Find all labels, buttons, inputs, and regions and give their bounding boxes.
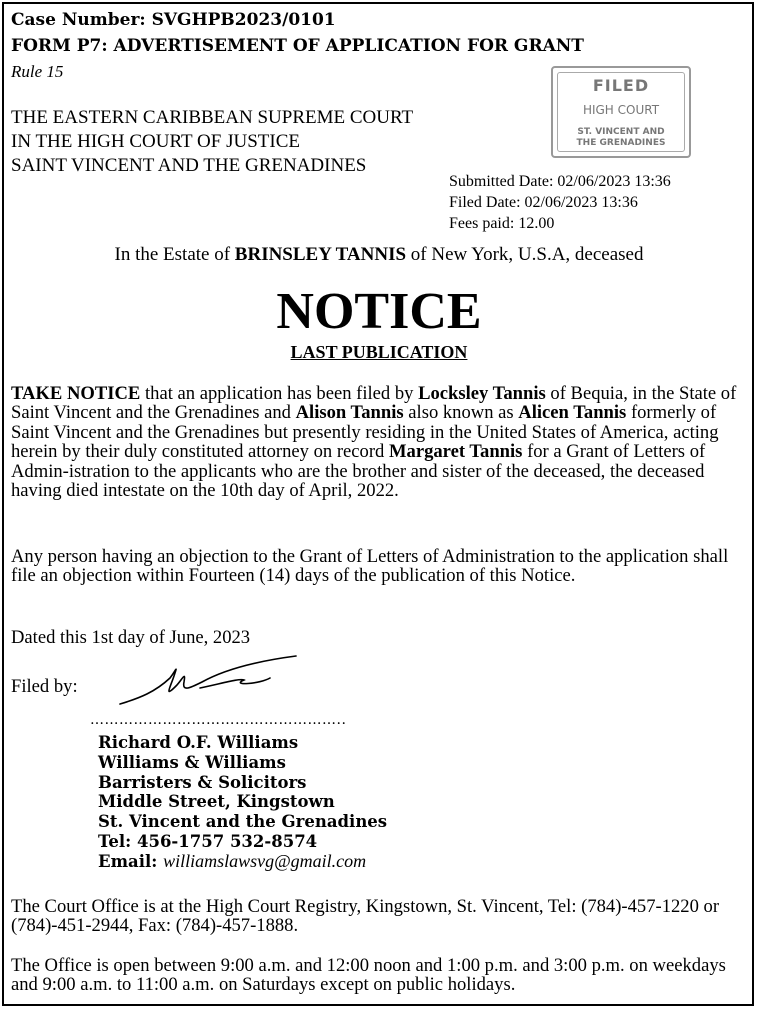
filed-date: Filed Date: 02/06/2023 13:36 bbox=[449, 194, 638, 211]
filed-stamp bbox=[551, 66, 691, 158]
p1-text-b: of Bequia, in the State of Saint Vincent and the Grenadines and bbox=[11, 383, 737, 424]
stamp-place bbox=[553, 127, 689, 149]
deceased-name: BRINSLEY TANNIS bbox=[234, 244, 407, 265]
p1-text-d: formerly of Saint Vincent and the Grenadines but presently residing in the United States of America, acting herein by their duly constituted attorney on record bbox=[11, 402, 719, 463]
p1-text-e: for a Grant of Letters of Admin-istration to the applicants who are the brother and sister of the deceased, the deceased having died intestate on the 10th day of April, 2022. bbox=[11, 441, 706, 502]
attorney-street: Middle Street, Kingstown bbox=[98, 792, 335, 812]
applicant-1: Locksley Tannis bbox=[418, 383, 546, 404]
notice-paragraph-1 bbox=[11, 384, 746, 500]
submitted-date: Submitted Date: 02/06/2023 13:36 bbox=[449, 173, 671, 190]
estate-line bbox=[0, 244, 758, 266]
signature-line: …………………………………………….. bbox=[90, 712, 347, 728]
court-line-2: IN THE HIGH COURT OF JUSTICE bbox=[11, 131, 300, 152]
fees-paid: Fees paid: 12.00 bbox=[449, 215, 555, 232]
form-title: FORM P7: ADVERTISEMENT OF APPLICATION FOR GRANT bbox=[11, 36, 584, 56]
last-publication: LAST PUBLICATION bbox=[290, 342, 468, 362]
office-hours: The Office is open between 9:00 a.m. and 12:00 noon and 1:00 p.m. and 3:00 p.m. on weekdays and 9:00 a.m. to 11:00 a.m. on Saturdays except on public holidays. bbox=[11, 955, 726, 996]
attorney-on-record: Margaret Tannis bbox=[388, 441, 523, 463]
attorney-tel: Tel: 456-1757 532-8574 bbox=[98, 831, 318, 851]
estate-suffix: of New York, U.S.A, deceased bbox=[406, 244, 644, 265]
case-number: Case Number: SVGHPB2023/0101 bbox=[11, 10, 336, 30]
stamp-place-line1: ST. VINCENT AND bbox=[577, 127, 665, 137]
court-line-3: SAINT VINCENT AND THE GRENADINES bbox=[11, 155, 367, 176]
attorney-country: St. Vincent and the Grenadines bbox=[98, 812, 388, 832]
stamp-place-line2: THE GRENADINES bbox=[576, 138, 666, 148]
take-notice: TAKE NOTICE bbox=[11, 383, 141, 404]
email-label: Email: bbox=[98, 851, 158, 871]
stamp-filed: FILED bbox=[592, 76, 650, 95]
rule-label: Rule 15 bbox=[11, 62, 64, 81]
notice-paragraph-2: Any person having an objection to the Grant of Letters of Administration to the application shall file an objection within Fourteen (14) days of the publication of this Notice. bbox=[11, 546, 729, 587]
attorney-role: Barristers & Solicitors bbox=[98, 772, 307, 792]
applicant-2: Alison Tannis bbox=[295, 402, 404, 424]
p1-text-c: also known as bbox=[403, 402, 519, 424]
stamp-court: HIGH COURT bbox=[582, 103, 660, 117]
attorney-email: williamslawsvg@gmail.com bbox=[163, 850, 367, 871]
signature-image bbox=[110, 648, 310, 712]
attorney-email-row bbox=[98, 852, 387, 872]
p1-text-a: that an application has been filed by bbox=[140, 383, 419, 404]
attorney-block bbox=[98, 733, 387, 872]
court-office-info: The Court Office is at the High Court Registry, Kingstown, St. Vincent, Tel: (784)-457-1220 or (784)-451-2944, Fax: (784)-457-1888. bbox=[11, 896, 720, 937]
filed-by-label: Filed by: bbox=[11, 676, 78, 697]
court-line-1: THE EASTERN CARIBBEAN SUPREME COURT bbox=[11, 107, 414, 128]
notice-title: NOTICE bbox=[276, 283, 482, 340]
estate-prefix: In the Estate of bbox=[114, 244, 235, 265]
attorney-firm: Williams & Williams bbox=[98, 752, 286, 772]
applicant-2-alias: Alicen Tannis bbox=[518, 402, 627, 424]
dated-line: Dated this 1st day of June, 2023 bbox=[11, 627, 251, 648]
attorney-name: Richard O.F. Williams bbox=[98, 733, 299, 752]
